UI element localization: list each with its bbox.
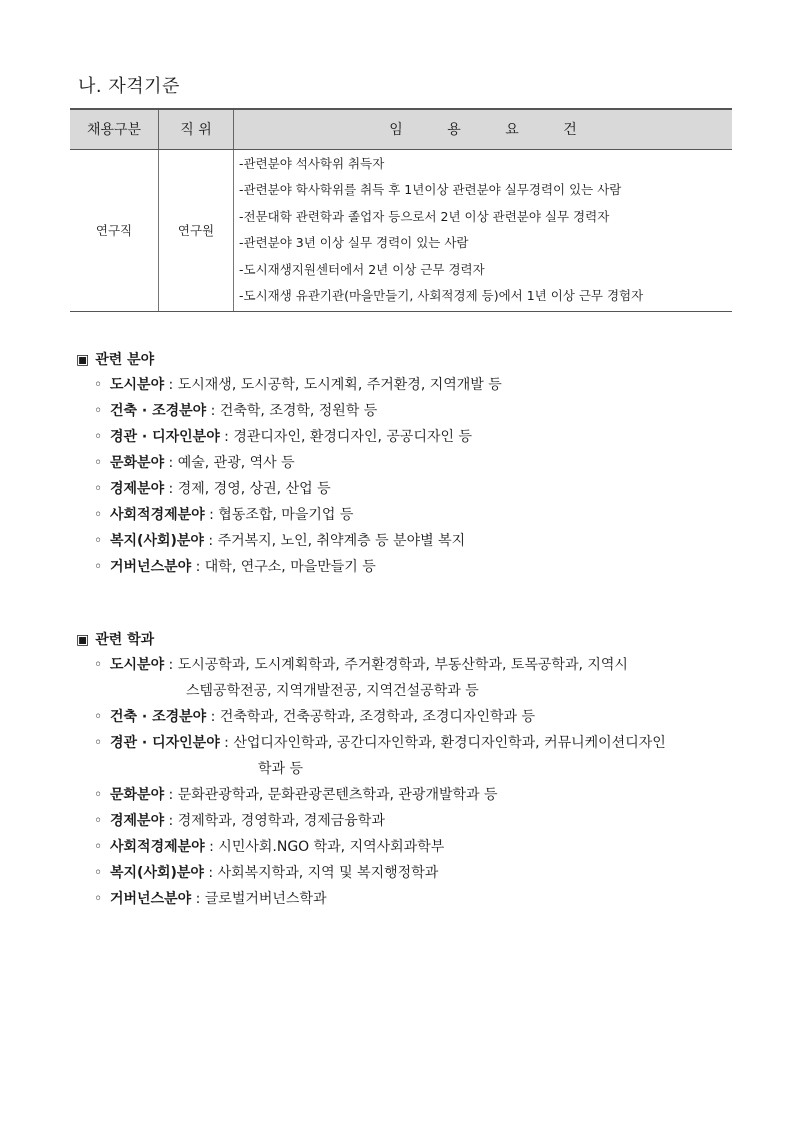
list-item <box>76 424 502 450</box>
circle-bullet-icon: ◦ <box>94 533 103 549</box>
header-position: 직 위 <box>159 109 234 149</box>
related-fields-title <box>76 348 502 372</box>
dept-desc: 도시공학과, 도시계획학과, 주거환경학과, 부동산학과, 토목공학과, 지역시 <box>177 657 628 673</box>
field-name: 문화분야 <box>110 787 165 803</box>
field-name: 거버넌스분야 <box>110 559 192 575</box>
qualification-table <box>70 108 732 312</box>
field-name: 경관 · 디자인분야 <box>110 735 220 751</box>
separator: : <box>219 735 234 751</box>
list-item <box>76 860 756 886</box>
circle-bullet-icon: ◦ <box>94 559 103 575</box>
requirement-item: -도시재생 유관기관(마을만들기, 사회적경제 등)에서 1년 이상 근무 경험자 <box>239 288 644 303</box>
dept-desc: 시민사회.NGO 학과, 지역사회과학부 <box>218 839 445 855</box>
circle-bullet-icon: ◦ <box>94 481 103 497</box>
dept-desc: 문화관광학과, 문화관광콘텐츠학과, 관광개발학과 등 <box>177 787 498 803</box>
cell-requirements <box>234 149 733 311</box>
requirement-item: -관련분야 석사학위 취득자 <box>239 155 385 171</box>
field-name: 사회적경제분야 <box>110 839 205 855</box>
related-fields-section <box>76 348 502 580</box>
dept-desc: 경제학과, 경영학과, 경제금융학과 <box>177 813 385 829</box>
dept-desc: 사회복지학과, 지역 및 복지행정학과 <box>217 865 439 881</box>
header-category: 채용구분 <box>70 109 159 149</box>
circle-bullet-icon: ◦ <box>94 839 103 855</box>
dept-desc: 건축학과, 건축공학과, 조경학과, 조경디자인학과 등 <box>219 709 535 725</box>
field-name: 복지(사회)분야 <box>110 865 204 881</box>
list-item <box>76 554 502 580</box>
field-desc: 도시재생, 도시공학, 도시계획, 주거환경, 지역개발 등 <box>177 377 502 393</box>
list-item <box>76 476 502 502</box>
field-name: 건축 · 조경분야 <box>110 709 207 725</box>
field-desc: 협동조합, 마을기업 등 <box>218 507 354 523</box>
header-requirements: 임 용 요 건 <box>234 109 733 149</box>
section-heading: 나. 자격기준 <box>78 76 180 97</box>
list-item <box>76 834 756 860</box>
square-marker-icon: ▣ <box>76 352 90 368</box>
circle-bullet-icon: ◦ <box>94 455 103 471</box>
field-desc: 대학, 연구소, 마을만들기 등 <box>204 559 376 575</box>
separator: : <box>203 865 218 881</box>
cell-category: 연구직 <box>70 149 159 311</box>
field-name: 사회적경제분야 <box>110 507 205 523</box>
list-item <box>76 808 756 834</box>
dept-desc-continued: 학과 등 <box>258 761 304 777</box>
field-name: 경제분야 <box>110 813 165 829</box>
list-item <box>76 372 502 398</box>
circle-bullet-icon: ◦ <box>94 403 103 419</box>
related-departments-section <box>76 628 756 912</box>
dept-desc: 산업디자인학과, 공간디자인학과, 환경디자인학과, 커뮤니케이션디자인 <box>233 735 666 751</box>
list-item <box>76 886 756 912</box>
separator: : <box>164 481 178 497</box>
separator: : <box>203 533 218 549</box>
circle-bullet-icon: ◦ <box>94 709 103 725</box>
separator: : <box>164 657 178 673</box>
separator: : <box>204 839 219 855</box>
circle-bullet-icon: ◦ <box>94 429 103 445</box>
requirement-item: -관련분야 3년 이상 실무 경력이 있는 사람 <box>239 235 469 250</box>
field-desc: 주거복지, 노인, 취약계층 등 분야별 복지 <box>217 533 466 549</box>
circle-bullet-icon: ◦ <box>94 787 103 803</box>
circle-bullet-icon: ◦ <box>94 507 103 523</box>
separator: : <box>204 507 219 523</box>
field-desc: 경관디자인, 환경디자인, 공공디자인 등 <box>233 429 472 445</box>
circle-bullet-icon: ◦ <box>94 377 103 393</box>
list-item <box>76 450 502 476</box>
separator: : <box>164 813 178 829</box>
separator: : <box>206 403 220 419</box>
field-desc: 건축학, 조경학, 정원학 등 <box>219 403 378 419</box>
circle-bullet-icon: ◦ <box>94 891 103 907</box>
related-departments-title-text: 관련 학과 <box>95 632 155 648</box>
list-item <box>76 502 502 528</box>
separator: : <box>191 559 205 575</box>
field-name: 건축 · 조경분야 <box>110 403 207 419</box>
list-item <box>76 704 756 730</box>
circle-bullet-icon: ◦ <box>94 657 103 673</box>
circle-bullet-icon: ◦ <box>94 813 103 829</box>
circle-bullet-icon: ◦ <box>94 735 103 751</box>
field-desc: 경제, 경영, 상권, 산업 등 <box>177 481 331 497</box>
separator: : <box>164 377 178 393</box>
field-name: 도시분야 <box>110 377 165 393</box>
field-name: 경관 · 디자인분야 <box>110 429 220 445</box>
list-item <box>76 652 756 704</box>
separator: : <box>206 709 220 725</box>
related-departments-title <box>76 628 756 652</box>
requirement-item: -전문대학 관련학과 졸업자 등으로서 2년 이상 관련분야 실무 경력자 <box>239 208 610 224</box>
field-name: 복지(사회)분야 <box>110 533 204 549</box>
related-fields-title-text: 관련 분야 <box>95 352 155 368</box>
dept-desc: 글로벌거버넌스학과 <box>204 891 327 907</box>
separator: : <box>219 429 234 445</box>
list-item <box>76 398 502 424</box>
field-name: 도시분야 <box>110 657 165 673</box>
circle-bullet-icon: ◦ <box>94 865 103 881</box>
requirement-item: -도시재생지원센터에서 2년 이상 근무 경력자 <box>239 261 485 277</box>
list-item <box>76 528 502 554</box>
list-item <box>76 730 756 782</box>
cell-position: 연구원 <box>159 149 234 311</box>
separator: : <box>191 891 205 907</box>
field-name: 문화분야 <box>110 455 165 471</box>
separator: : <box>164 455 178 471</box>
list-item <box>76 782 756 808</box>
dept-desc-continued: 스템공학전공, 지역개발전공, 지역건설공학과 등 <box>186 683 479 699</box>
separator: : <box>164 787 178 803</box>
field-name: 거버넌스분야 <box>110 891 192 907</box>
table-header-row <box>70 109 732 149</box>
square-marker-icon: ▣ <box>76 632 90 648</box>
field-desc: 예술, 관광, 역사 등 <box>177 455 295 471</box>
field-name: 경제분야 <box>110 481 165 497</box>
requirement-item: -관련분야 학사학위를 취득 후 1년이상 관련분야 실무경력이 있는 사람 <box>239 182 622 197</box>
table-row <box>70 149 732 311</box>
requirements-list <box>235 151 731 310</box>
